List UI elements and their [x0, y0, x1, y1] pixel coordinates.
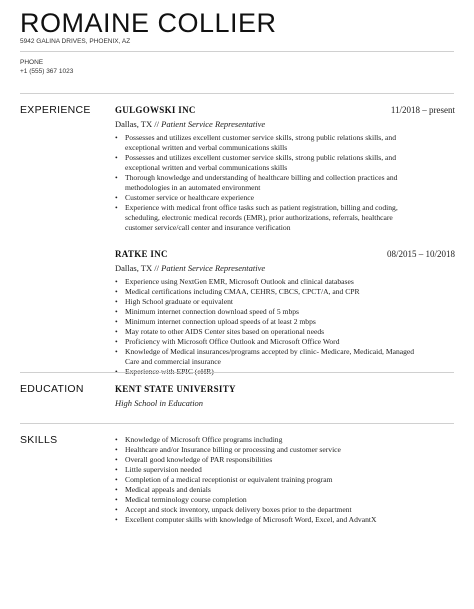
phone-label: PHONE — [20, 59, 44, 66]
bullet-item — [115, 317, 455, 327]
bullet-item — [115, 337, 455, 347]
job-bullets — [115, 277, 455, 377]
skill-item — [115, 495, 455, 505]
bullet-icon: • — [115, 153, 118, 162]
job-subtitle — [115, 119, 455, 130]
skill-text: Medical terminology course completion — [125, 495, 247, 504]
bullet-text: Medical certifications including CMAA, CEHRS, CBCS, CPCT/A, and CPR — [125, 287, 360, 296]
bullet-icon: • — [115, 445, 118, 454]
job-subtitle — [115, 263, 455, 274]
skill-item — [115, 445, 455, 455]
bullet-text: scheduling, electronic medical records (EMR), prior authorizations, referrals, healthcare — [125, 213, 393, 222]
company-name: RATKE INC — [115, 249, 168, 259]
skill-item — [115, 435, 455, 445]
bullet-icon: • — [115, 317, 118, 326]
job-entry-ratke — [115, 249, 455, 377]
skill-text: Completion of a medical receptionist or equivalent training program — [125, 475, 333, 484]
skill-text: Little supervision needed — [125, 465, 202, 474]
bullet-icon: • — [115, 203, 118, 212]
job-dates: 11/2018 – present — [390, 105, 455, 115]
job-dates: 08/2015 – 10/2018 — [386, 249, 455, 259]
bullet-text: Care and commercial insurance — [125, 357, 221, 366]
skill-text: Knowledge of Microsoft Office programs including — [125, 435, 283, 444]
degree: High School in Education — [115, 398, 204, 408]
job-location: Dallas, TX — [115, 119, 153, 129]
bullet-item — [115, 287, 455, 297]
bullet-item — [115, 297, 455, 307]
bullet-item — [115, 133, 455, 143]
bullet-continuation — [115, 223, 455, 233]
school-name: KENT STATE UNIVERSITY — [115, 384, 236, 394]
bullet-continuation — [115, 357, 455, 367]
bullet-icon: • — [115, 515, 118, 524]
skill-text: Healthcare and/or Insurance billing or processing and customer service — [125, 445, 341, 454]
bullet-text: methodologies in an automated environment — [125, 183, 261, 192]
skill-item — [115, 505, 455, 515]
bullet-text: Minimum internet connection download speed of 5 mbps — [125, 307, 299, 316]
bullet-icon: • — [115, 367, 118, 376]
skill-item — [115, 475, 455, 485]
bullet-text: Possesses and utilizes excellent customer service skills, strong public relations skills, and — [125, 133, 397, 142]
skill-item — [115, 455, 455, 465]
bullet-continuation — [115, 213, 455, 223]
bullet-text: Experience with EPIC (eHR) – — [125, 367, 220, 376]
bullet-icon: • — [115, 485, 118, 494]
skill-item — [115, 515, 455, 525]
bullet-continuation — [115, 163, 455, 173]
candidate-address: 5942 GALINA DRIVES, PHOENIX, AZ — [20, 38, 131, 45]
job-separator: // — [152, 263, 162, 273]
bullet-icon: • — [115, 193, 118, 202]
bullet-text: customer service/call center and insurance verification — [125, 223, 291, 232]
bullet-text: Experience using NextGen EMR, Microsoft Outlook and clinical databases — [125, 277, 354, 286]
bullet-item — [115, 173, 455, 183]
bullet-item — [115, 277, 455, 287]
skill-item — [115, 485, 455, 495]
job-entry-gulgowski — [115, 105, 455, 233]
bullet-icon: • — [115, 307, 118, 316]
bullet-icon: • — [115, 495, 118, 504]
bullet-item — [115, 203, 455, 213]
job-separator: // — [152, 119, 162, 129]
bullet-item — [115, 153, 455, 163]
bullet-item — [115, 193, 455, 203]
company-name: GULGOWSKI INC — [115, 105, 196, 115]
bullet-icon: • — [115, 133, 118, 142]
job-bullets — [115, 133, 455, 233]
bullet-item — [115, 307, 455, 317]
skill-text: Excellent computer skills with knowledge of Microsoft Word, Excel, and AdvantX — [125, 515, 377, 524]
section-divider-skills — [20, 423, 454, 424]
skill-item — [115, 465, 455, 475]
bullet-icon: • — [115, 505, 118, 514]
phone-value: +1 (555) 367 1023 — [20, 68, 74, 75]
skill-text: Medical appeals and denials — [125, 485, 211, 494]
bullet-text: High School graduate or equivalent — [125, 297, 233, 306]
section-title-skills: SKILLS — [20, 434, 58, 446]
bullet-icon: • — [115, 287, 118, 296]
bullet-text: Minimum internet connection upload speeds of at least 2 mbps — [125, 317, 316, 326]
bullet-text: Thorough knowledge and understanding of healthcare billing and collection practices and — [125, 173, 398, 182]
bullet-text: Possesses and utilizes excellent customer service skills, strong public relations skills, and — [125, 153, 397, 162]
header-divider — [20, 51, 454, 52]
bullet-text: May rotate to other AIDS Center sites based on operational needs — [125, 327, 325, 336]
bullet-icon: • — [115, 297, 118, 306]
section-title-experience: EXPERIENCE — [20, 104, 91, 116]
skill-text: Accept and stock inventory, unpack delivery boxes prior to the department — [125, 505, 352, 514]
bullet-text: Proficiency with Microsoft Office Outlook and Microsoft Office Word — [125, 337, 340, 346]
bullet-icon: • — [115, 435, 118, 444]
bullet-icon: • — [115, 173, 118, 182]
bullet-icon: • — [115, 455, 118, 464]
bullet-continuation — [115, 143, 455, 153]
section-divider-experience — [20, 93, 454, 94]
education-entry — [115, 384, 455, 408]
section-divider-education — [20, 372, 454, 373]
bullet-continuation — [115, 183, 455, 193]
bullet-icon: • — [115, 465, 118, 474]
bullet-icon: • — [115, 277, 118, 286]
bullet-item — [115, 347, 455, 357]
bullet-item — [115, 327, 455, 337]
bullet-icon: • — [115, 475, 118, 484]
bullet-text: Knowledge of Medical insurances/programs accepted by clinic- Medicare, Medicaid, Managed — [125, 347, 415, 356]
skills-list-container — [115, 435, 455, 525]
bullet-text: Customer service or healthcare experience — [125, 193, 255, 202]
skill-text: Overall good knowledge of PAR responsibilities — [125, 455, 273, 464]
section-title-education: EDUCATION — [20, 383, 84, 395]
job-title: Patient Service Representative — [161, 119, 266, 129]
job-title: Patient Service Representative — [161, 263, 266, 273]
bullet-text: exceptional written and verbal communications skills — [125, 143, 288, 152]
skills-list — [115, 435, 455, 525]
bullet-text: Experience with medical front office tasks such as patient registration, billing and coding, — [125, 203, 398, 212]
candidate-name: ROMAINE COLLIER — [20, 8, 277, 38]
bullet-icon: • — [115, 337, 118, 346]
bullet-text: exceptional written and verbal communications skills — [125, 163, 288, 172]
job-location: Dallas, TX — [115, 263, 153, 273]
bullet-icon: • — [115, 347, 118, 356]
bullet-icon: • — [115, 327, 118, 336]
